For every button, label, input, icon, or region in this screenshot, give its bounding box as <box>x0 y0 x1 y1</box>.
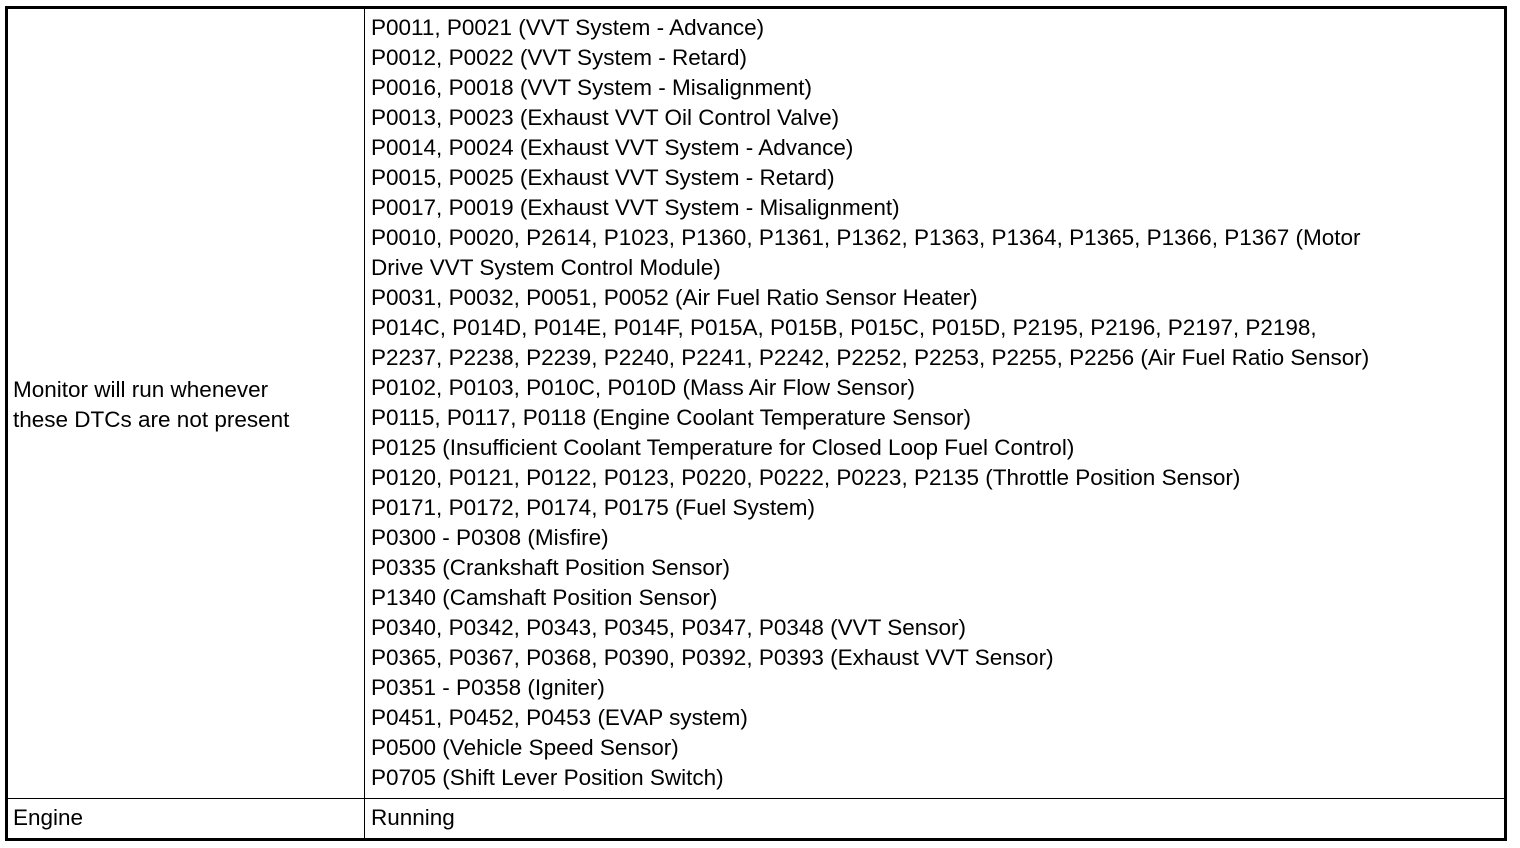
condition-label-cell <box>8 9 365 798</box>
dtc-line: P0365, P0367, P0368, P0390, P0392, P0393 (Exhaust VVT Sensor) <box>371 645 1054 670</box>
dtc-line: P0016, P0018 (VVT System - Misalignment) <box>371 75 813 100</box>
engine-label-cell <box>8 799 365 838</box>
dtc-line: P0013, P0023 (Exhaust VVT Oil Control Valve) <box>371 105 840 130</box>
dtc-line: P2237, P2238, P2239, P2240, P2241, P2242, P2252, P2253, P2255, P2256 (Air Fuel Ratio Sensor) <box>371 345 1370 370</box>
engine-value-cell <box>365 799 1504 838</box>
table-row-engine <box>8 799 1504 838</box>
dtc-list <box>371 13 1369 793</box>
engine-value: Running <box>371 805 455 830</box>
dtc-line: P0115, P0117, P0118 (Engine Coolant Temperature Sensor) <box>371 405 971 430</box>
dtc-line: P0125 (Insufficient Coolant Temperature for Closed Loop Fuel Control) <box>371 435 1075 460</box>
table-row-dtc-conditions <box>8 9 1504 799</box>
dtc-line: P0335 (Crankshaft Position Sensor) <box>371 555 730 580</box>
dtc-list-cell <box>365 9 1504 798</box>
engine-label: Engine <box>13 805 84 830</box>
dtc-line: P0171, P0172, P0174, P0175 (Fuel System) <box>371 495 816 520</box>
dtc-line: Drive VVT System Control Module) <box>371 255 721 280</box>
dtc-line: P0015, P0025 (Exhaust VVT System - Retard) <box>371 165 835 190</box>
dtc-line: P0120, P0121, P0122, P0123, P0220, P0222, P0223, P2135 (Throttle Position Sensor) <box>371 465 1241 490</box>
condition-label <box>13 375 289 435</box>
dtc-line: P0031, P0032, P0051, P0052 (Air Fuel Ratio Sensor Heater) <box>371 285 978 310</box>
conditions-table <box>5 6 1507 841</box>
dtc-line: P1340 (Camshaft Position Sensor) <box>371 585 718 610</box>
dtc-line: P0010, P0020, P2614, P1023, P1360, P1361, P1362, P1363, P1364, P1365, P1366, P1367 (Motor <box>371 225 1361 250</box>
dtc-line: P0500 (Vehicle Speed Sensor) <box>371 735 679 760</box>
dtc-line: P0340, P0342, P0343, P0345, P0347, P0348 (VVT Sensor) <box>371 615 967 640</box>
dtc-line: P0012, P0022 (VVT System - Retard) <box>371 45 748 70</box>
condition-label-line: these DTCs are not present <box>13 407 290 432</box>
dtc-line: P0011, P0021 (VVT System - Advance) <box>371 15 765 40</box>
dtc-line: P0300 - P0308 (Misfire) <box>371 525 609 550</box>
dtc-line: P0351 - P0358 (Igniter) <box>371 675 605 700</box>
dtc-line: P0451, P0452, P0453 (EVAP system) <box>371 705 748 730</box>
dtc-line: P0705 (Shift Lever Position Switch) <box>371 765 724 790</box>
condition-label-line: Monitor will run whenever <box>13 377 269 402</box>
dtc-line: P014C, P014D, P014E, P014F, P015A, P015B, P015C, P015D, P2195, P2196, P2197, P2198, <box>371 315 1317 340</box>
dtc-line: P0102, P0103, P010C, P010D (Mass Air Flow Sensor) <box>371 375 916 400</box>
dtc-line: P0017, P0019 (Exhaust VVT System - Misalignment) <box>371 195 900 220</box>
dtc-line: P0014, P0024 (Exhaust VVT System - Advance) <box>371 135 854 160</box>
